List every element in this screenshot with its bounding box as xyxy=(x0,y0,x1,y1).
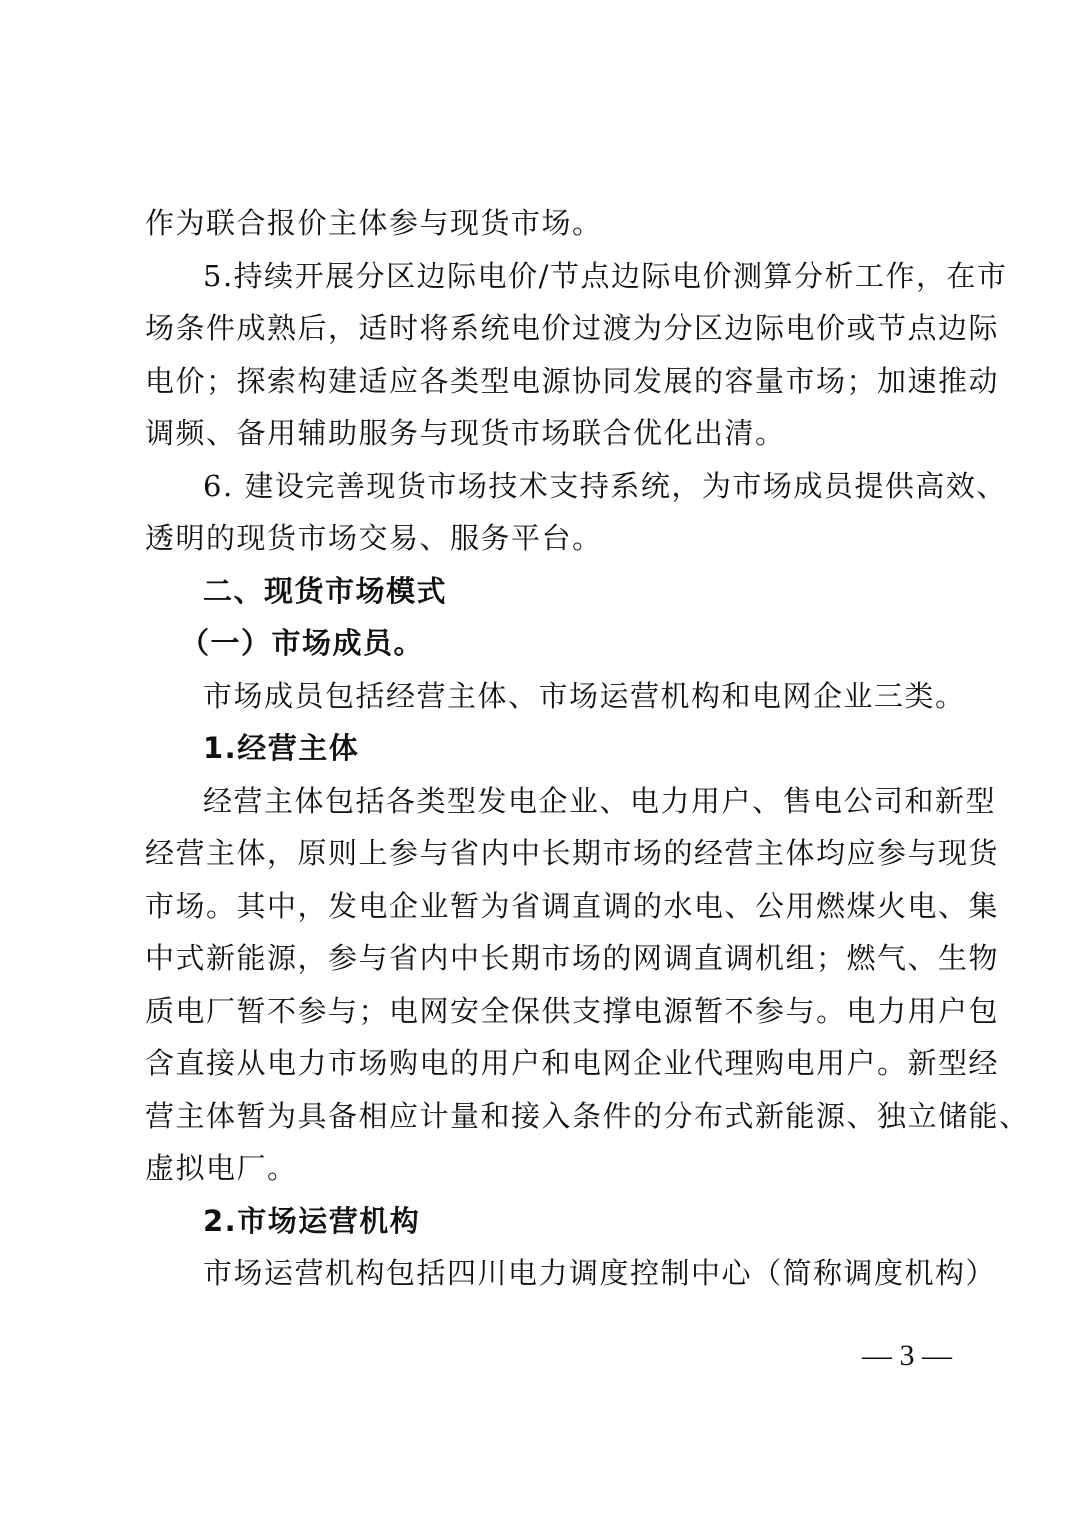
paragraph-line: 含直接从电力市场购电的用户和电网企业代理购电用户。新型经 xyxy=(145,1046,1000,1080)
subsection-heading: （一）市场成员。 xyxy=(180,626,425,660)
paragraph-line: 作为联合报价主体参与现货市场。 xyxy=(145,206,603,240)
paragraph-line: 透明的现货市场交易、服务平台。 xyxy=(145,521,603,555)
paragraph-line: 中式新能源，参与省内中长期市场的网调直调机组；燃气、生物 xyxy=(145,941,1000,975)
item-heading: 1.经营主体 xyxy=(203,731,360,765)
paragraph-line: 市场运营机构包括四川电力调度控制中心（简称调度机构） xyxy=(203,1256,997,1290)
paragraph-line: 5.持续开展分区边际电价/节点边际电价测算分析工作，在市 xyxy=(203,259,1008,293)
paragraph-line: 市场。其中，发电企业暂为省调直调的水电、公用燃煤火电、集 xyxy=(145,889,1000,923)
page-number: — 3 — xyxy=(862,1339,952,1372)
paragraph-line: 6. 建设完善现货市场技术支持系统，为市场成员提供高效、 xyxy=(203,469,1007,503)
item-heading: 2.市场运营机构 xyxy=(203,1204,421,1238)
paragraph-line: 场条件成熟后，适时将系统电价过渡为分区边际电价或节点边际 xyxy=(145,311,1000,345)
paragraph-line: 调频、备用辅助服务与现货市场联合优化出清。 xyxy=(145,416,786,450)
paragraph-line: 质电厂暂不参与；电网安全保供支撑电源暂不参与。电力用户包 xyxy=(145,994,1000,1028)
paragraph-line: 市场成员包括经营主体、市场运营机构和电网企业三类。 xyxy=(203,679,966,713)
section-heading: 二、现货市场模式 xyxy=(203,574,448,608)
paragraph-line: 虚拟电厂。 xyxy=(145,1151,298,1185)
paragraph-line: 经营主体包括各类型发电企业、电力用户、售电公司和新型 xyxy=(203,784,997,818)
paragraph-line: 营主体暂为具备相应计量和接入条件的分布式新能源、独立储能、 xyxy=(145,1099,1030,1133)
paragraph-line: 电价；探索构建适应各类型电源协同发展的容量市场；加速推动 xyxy=(145,364,1000,398)
paragraph-line: 经营主体，原则上参与省内中长期市场的经营主体均应参与现货 xyxy=(145,836,1000,870)
